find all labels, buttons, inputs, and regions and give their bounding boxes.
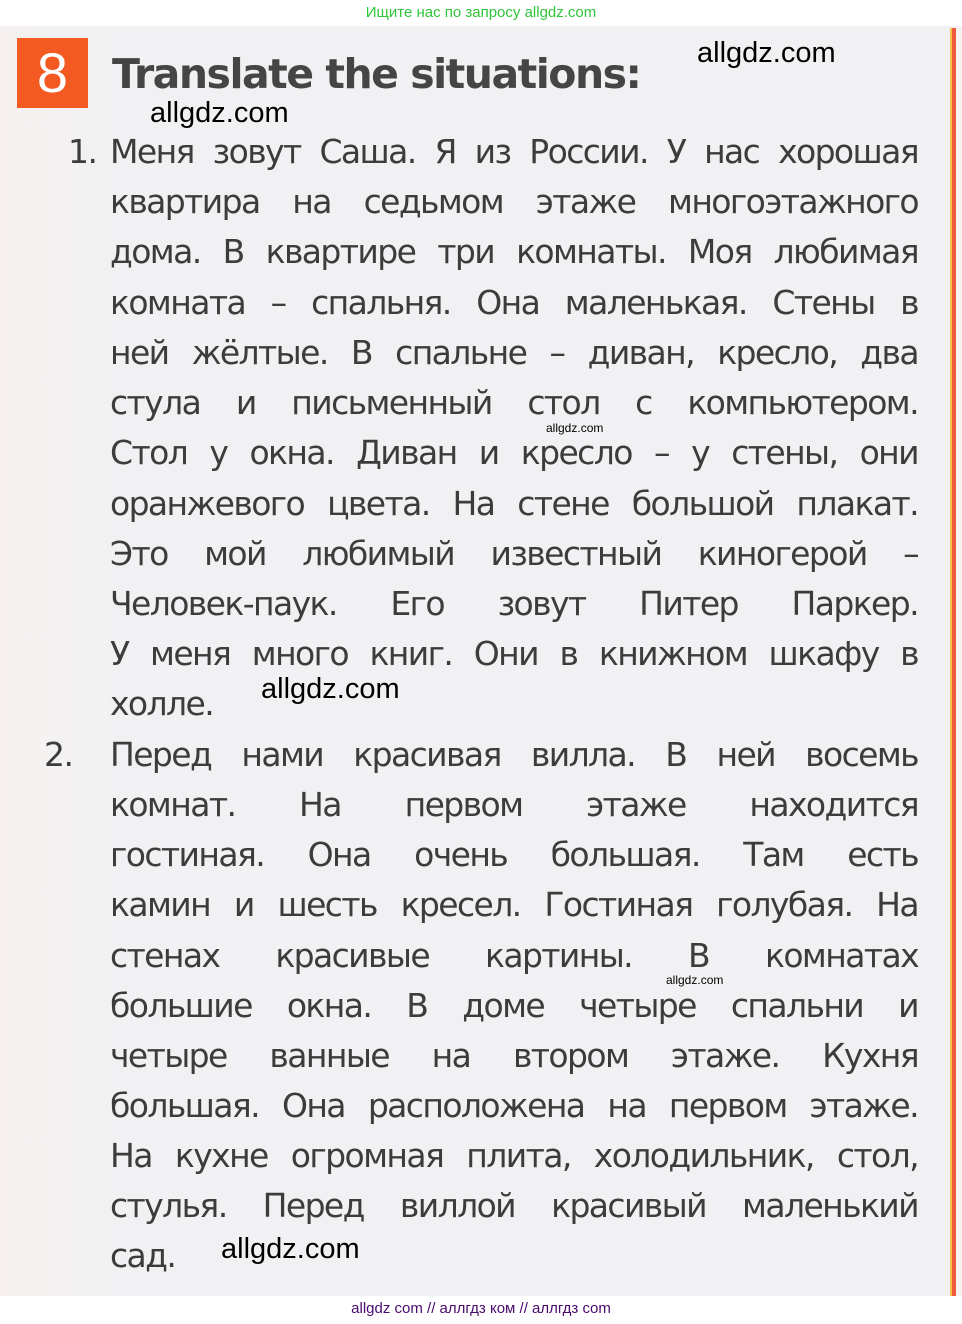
item-1-line: оранжевого цвета. На стене большой плакат.	[110, 484, 918, 523]
exercise-number-badge: 8	[17, 38, 88, 108]
item-1-line: дома. В квартире три комнаты. Моя любимая	[110, 232, 918, 271]
item-1-line: Стол у окна. Диван и кресло – у стены, они	[110, 433, 918, 472]
watermark-top-right: allgdz.com	[697, 37, 836, 69]
item-2-line: четыре ванные на втором этаже. Кухня	[110, 1036, 918, 1075]
page-edge-margin	[956, 28, 962, 1296]
bottom-banner: allgdz com // аллгдз ком // аллгдз com	[0, 1296, 962, 1324]
item-2-line: камин и шесть кресел. Гостиная голубая. На	[110, 885, 918, 924]
item-1-line: стула и письменный стол с компьютером.	[110, 383, 918, 422]
item-1-line: ней жёлтые. В спальне – диван, кресло, два	[110, 333, 918, 372]
item-1-line: холле.	[110, 684, 214, 723]
item-1-line: комната – спальня. Она маленькая. Стены в	[110, 283, 918, 322]
watermark-after-item-1: allgdz.com	[261, 673, 400, 705]
item-1-line: квартира на седьмом этаже многоэтажного	[110, 182, 918, 221]
item-2-line: гостиная. Она очень большая. Там есть	[110, 835, 918, 874]
item-2-line: Перед нами красивая вилла. В ней восемь	[110, 735, 918, 774]
watermark-under-title: allgdz.com	[150, 97, 289, 129]
item-2-line: стенах красивые картины. В комнатах	[110, 936, 918, 975]
exercise-title: Translate the situations:	[112, 50, 641, 98]
item-2-line: стулья. Перед виллой красивый маленький	[110, 1186, 918, 1225]
item-2-line: На кухне огромная плита, холодильник, стол,	[110, 1136, 918, 1175]
item-1-line: Это мой любимый известный киногерой –	[110, 534, 918, 573]
item-1-line: Человек-паук. Его зовут Питер Паркер.	[110, 584, 918, 623]
item-2-line: большие окна. В доме четыре спальни и	[110, 986, 918, 1025]
watermark-mid-item-1: allgdz.com	[546, 421, 604, 435]
item-2-line: большая. Она расположена на первом этаже.	[110, 1086, 918, 1125]
item-1-line: Меня зовут Саша. Я из России. У нас хорошая	[110, 132, 918, 171]
watermark-end-item-2: allgdz.com	[221, 1233, 360, 1265]
item-1-number: 1.	[68, 132, 97, 171]
item-1-line: У меня много книг. Они в книжном шкафу в	[110, 634, 918, 673]
top-banner: Ищите нас по запросу allgdz.com	[0, 0, 962, 26]
item-2-line: комнат. На первом этаже находится	[110, 785, 918, 824]
watermark-mid-item-2: allgdz.com	[666, 973, 724, 987]
item-2-line: сад.	[110, 1236, 176, 1275]
item-2-number: 2.	[44, 735, 73, 774]
